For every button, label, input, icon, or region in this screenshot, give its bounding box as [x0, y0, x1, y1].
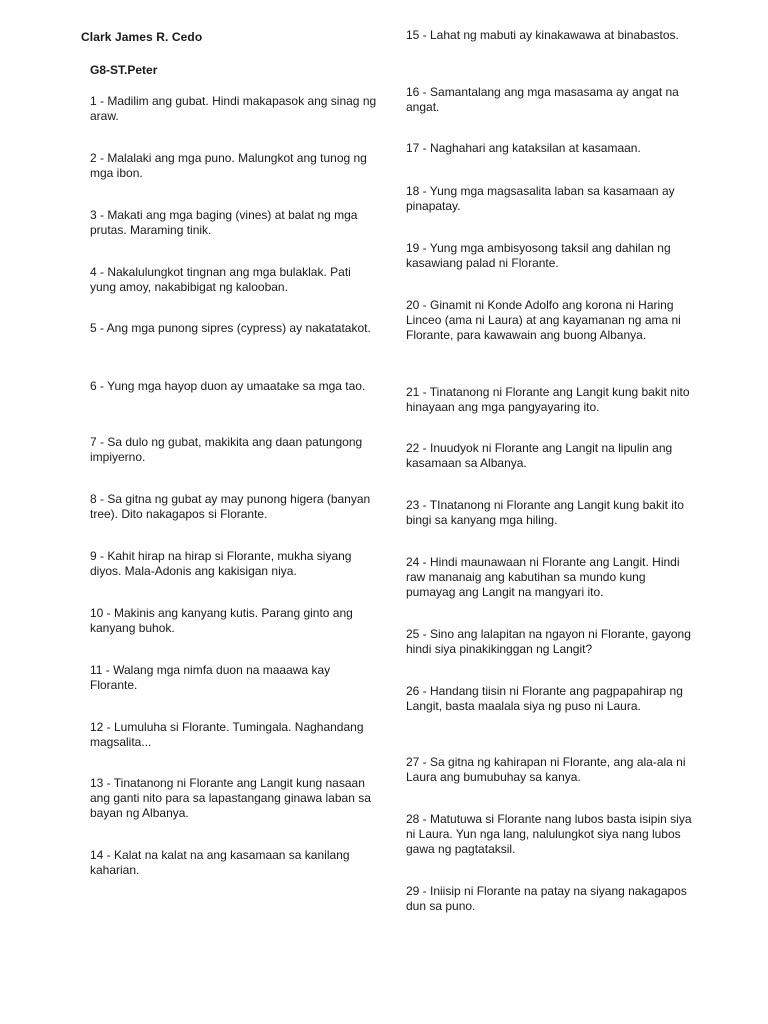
list-item: 29 - Iniisip ni Florante na patay na siyang nakagapos dun sa puno. — [406, 884, 687, 913]
list-item: 26 - Handang tiisin ni Florante ang pagpapahirap ng Langit, basta maalala siya ng puso ni Laura. — [406, 684, 683, 713]
list-item: 13 - Tinatanong ni Florante ang Langit kung nasaan ang ganti nito para sa lapastangang ginawa laban sa bayan ng Albanya. — [90, 776, 371, 820]
list-item: 22 - Inuudyok ni Florante ang Langit na lipulin ang kasamaan sa Albanya. — [406, 441, 673, 470]
list-item: 15 - Lahat ng mabuti ay kinakawawa at binabastos. — [406, 28, 679, 42]
list-item: 9 - Kahit hirap na hirap si Florante, mukha siyang diyos. Mala-Adonis ang kakisigan niya. — [90, 549, 352, 578]
list-item: 19 - Yung mga ambisyosong taksil ang dahilan ng kasawiang palad ni Florante. — [406, 241, 671, 270]
list-item: 20 - Ginamit ni Konde Adolfo ang korona ni Haring Linceo (ama ni Laura) at ang kayamanan ng ama ni Florante, para kawawain ang buong Albanya. — [406, 298, 681, 342]
list-item: 6 - Yung mga hayop duon ay umaatake sa mga tao. — [90, 379, 366, 393]
list-item: 12 - Lumuluha si Florante. Tumingala. Naghandang magsalita... — [90, 720, 364, 749]
list-item: 16 - Samantalang ang mga masasama ay angat na angat. — [406, 85, 679, 114]
list-item: 14 - Kalat na kalat na ang kasamaan sa kanilang kaharian. — [90, 848, 350, 877]
list-item: 5 - Ang mga punong sipres (cypress) ay nakatatakot. — [90, 321, 371, 335]
list-item: 2 - Malalaki ang mga puno. Malungkot ang tunog ng mga ibon. — [90, 151, 367, 180]
list-item: 17 - Naghahari ang kataksilan at kasamaan. — [406, 141, 641, 155]
list-item: 28 - Matutuwa si Florante nang lubos basta isipin siya ni Laura. Yun nga lang, nalulungkot siya nang lubos gawa ng pagtataksil. — [406, 812, 692, 856]
list-item: 25 - Sino ang lalapitan na ngayon ni Florante, gayong hindi siya pinakikinggan ng Langit? — [406, 627, 691, 656]
list-item: 24 - Hindi maunawaan ni Florante ang Langit. Hindi raw mananaig ang kabutihan sa mundo kung pumayag ang Langit na mangyari ito. — [406, 555, 680, 599]
list-item: 4 - Nakalulungkot tingnan ang mga bulaklak. Pati yung amoy, nakabibigat ng kalooban. — [90, 265, 351, 294]
list-item: 23 - TInatanong ni Florante ang Langit kung bakit ito bingi sa kanyang mga hiling. — [406, 498, 684, 527]
list-item: 21 - Tinatanong ni Florante ang Langit kung bakit nito hinayaan ang mga pangyayaring ito. — [406, 385, 690, 414]
section-name: G8-ST.Peter — [90, 63, 158, 77]
list-item: 1 - Madilim ang gubat. Hindi makapasok ang sinag ng araw. — [90, 94, 377, 123]
list-item: 10 - Makinis ang kanyang kutis. Parang ginto ang kanyang buhok. — [90, 606, 353, 635]
list-item: 11 - Walang mga nimfa duon na maaawa kay Florante. — [90, 663, 331, 692]
list-item: 7 - Sa dulo ng gubat, makikita ang daan patungong impiyerno. — [90, 435, 363, 464]
list-item: 18 - Yung mga magsasalita laban sa kasamaan ay pinapatay. — [406, 184, 675, 213]
list-item: 27 - Sa gitna ng kahirapan ni Florante, ang ala-ala ni Laura ang bumubuhay sa kanya. — [406, 755, 686, 784]
author-name: Clark James R. Cedo — [81, 30, 203, 44]
list-item: 3 - Makati ang mga baging (vines) at balat ng mga prutas. Maraming tinik. — [90, 208, 358, 237]
list-item: 8 - Sa gitna ng gubat ay may punong higera (banyan tree). Dito nakagapos si Florante. — [90, 492, 371, 521]
